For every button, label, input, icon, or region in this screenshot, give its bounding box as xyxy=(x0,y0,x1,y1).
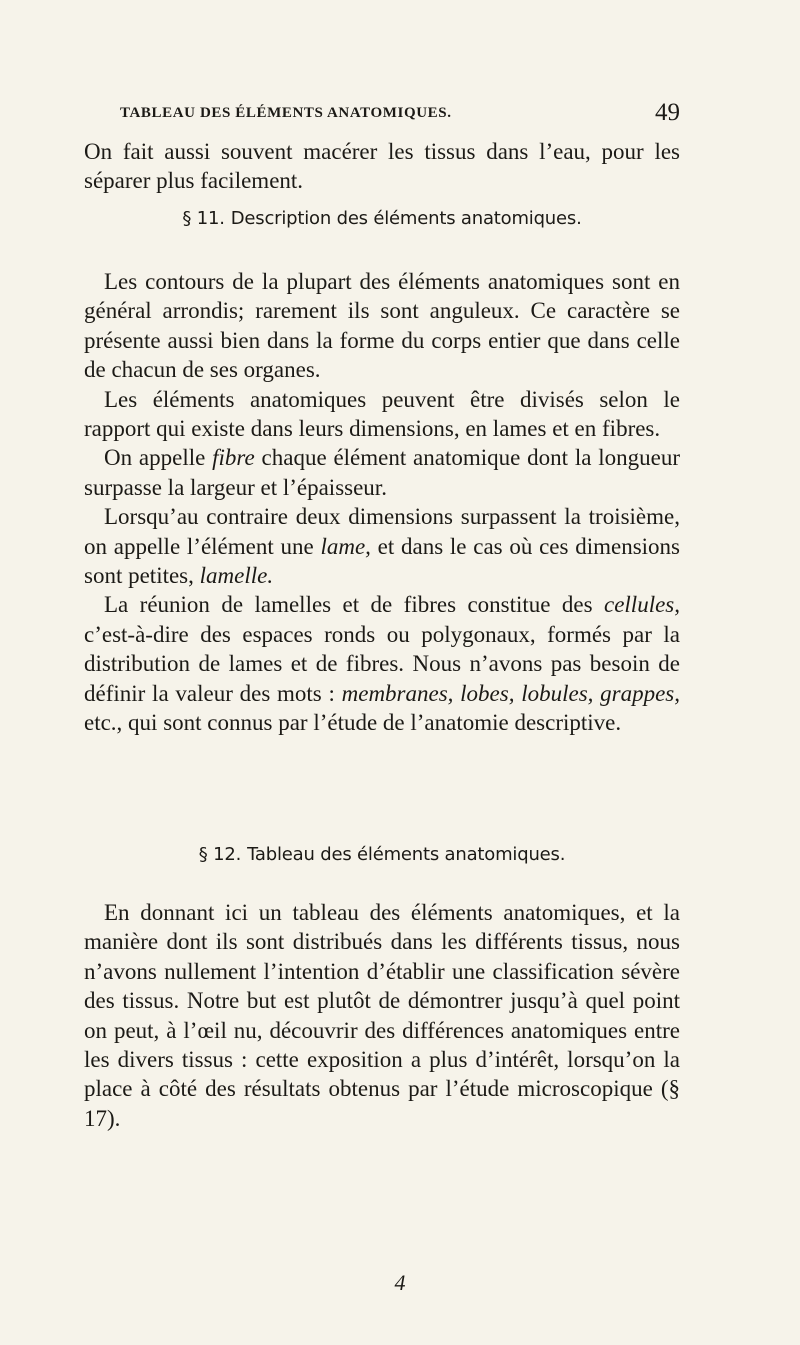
term-lamelle: lamelle. xyxy=(199,563,274,589)
term-lame: lame, xyxy=(320,533,371,559)
running-title: TABLEAU DES ÉLÉMENTS ANATOMIQUES. xyxy=(120,105,452,121)
section-11-number: § 11. xyxy=(182,208,225,229)
term-fibre: fibre xyxy=(212,445,255,471)
term-cellules: cellules, xyxy=(604,592,680,618)
section-12-body xyxy=(84,898,680,1133)
running-head xyxy=(120,99,680,133)
paragraph-tableau: En donnant ici un tableau des éléments anatomiques, et la manière dont ils sont distribués dans les différents tissus, nous n’avons nullement l’intention d’établir une classification sévère des tissus. Notre but est plutôt de démontrer jusqu’à quel point on peut, à l’œil nu, découvrir des différences anatomiques entre les divers tissus : cette exposition a plus d’intérêt, lorsqu’on la place à côté des résultats obtenus par l’étude microscopique (§ 17). xyxy=(84,900,680,1131)
section-11-title: Description des éléments anatomiques. xyxy=(230,208,582,229)
section-12-heading xyxy=(84,844,680,865)
section-12-title: Tableau des éléments anatomiques. xyxy=(247,844,566,865)
paragraph-lame: Lorsqu’au contraire deux dimensions surpassent la troisième, on appelle l’élément une lame, et dans le cas où ces dimensions sont petites, lamelle. xyxy=(84,504,680,589)
continuation-text xyxy=(84,137,680,196)
signature-mark: 4 xyxy=(394,1270,406,1295)
section-11-body xyxy=(84,267,680,738)
paragraph-fibre: On appelle fibre chaque élément anatomique dont la longueur surpasse la largeur et l’épaisseur. xyxy=(84,445,680,500)
term-membranes-list: membranes, lobes, lobules, grappes, xyxy=(341,680,680,706)
section-12-number: § 12. xyxy=(198,844,242,865)
paragraph-contours: Les contours de la plupart des éléments anatomiques sont en général arrondis; rarement ils sont anguleux. Ce caractère se présente aussi bien dans la forme du corps entier que dans celle de chacun de ses organes. xyxy=(84,269,680,383)
page-number: 49 xyxy=(655,99,680,126)
paragraph-cellules: La réunion de lamelles et de fibres constitue des cellules, c’est-à-dire des espaces ronds ou polygonaux, formés par la distribution de lames et de fibres. Nous n’avons pas besoin de définir la valeur des mots : membranes, lobes, lobules, grappes, etc., qui sont connus par l’étude de l’anatomie descriptive. xyxy=(84,592,680,736)
paragraph-division: Les éléments anatomiques peuvent être divisés selon le rapport qui existe dans leurs dimensions, en lames et en fibres. xyxy=(84,386,680,442)
section-11-heading xyxy=(84,208,680,229)
continuation-paragraph: On fait aussi souvent macérer les tissus dans l’eau, pour les séparer plus facilement. xyxy=(84,139,680,194)
